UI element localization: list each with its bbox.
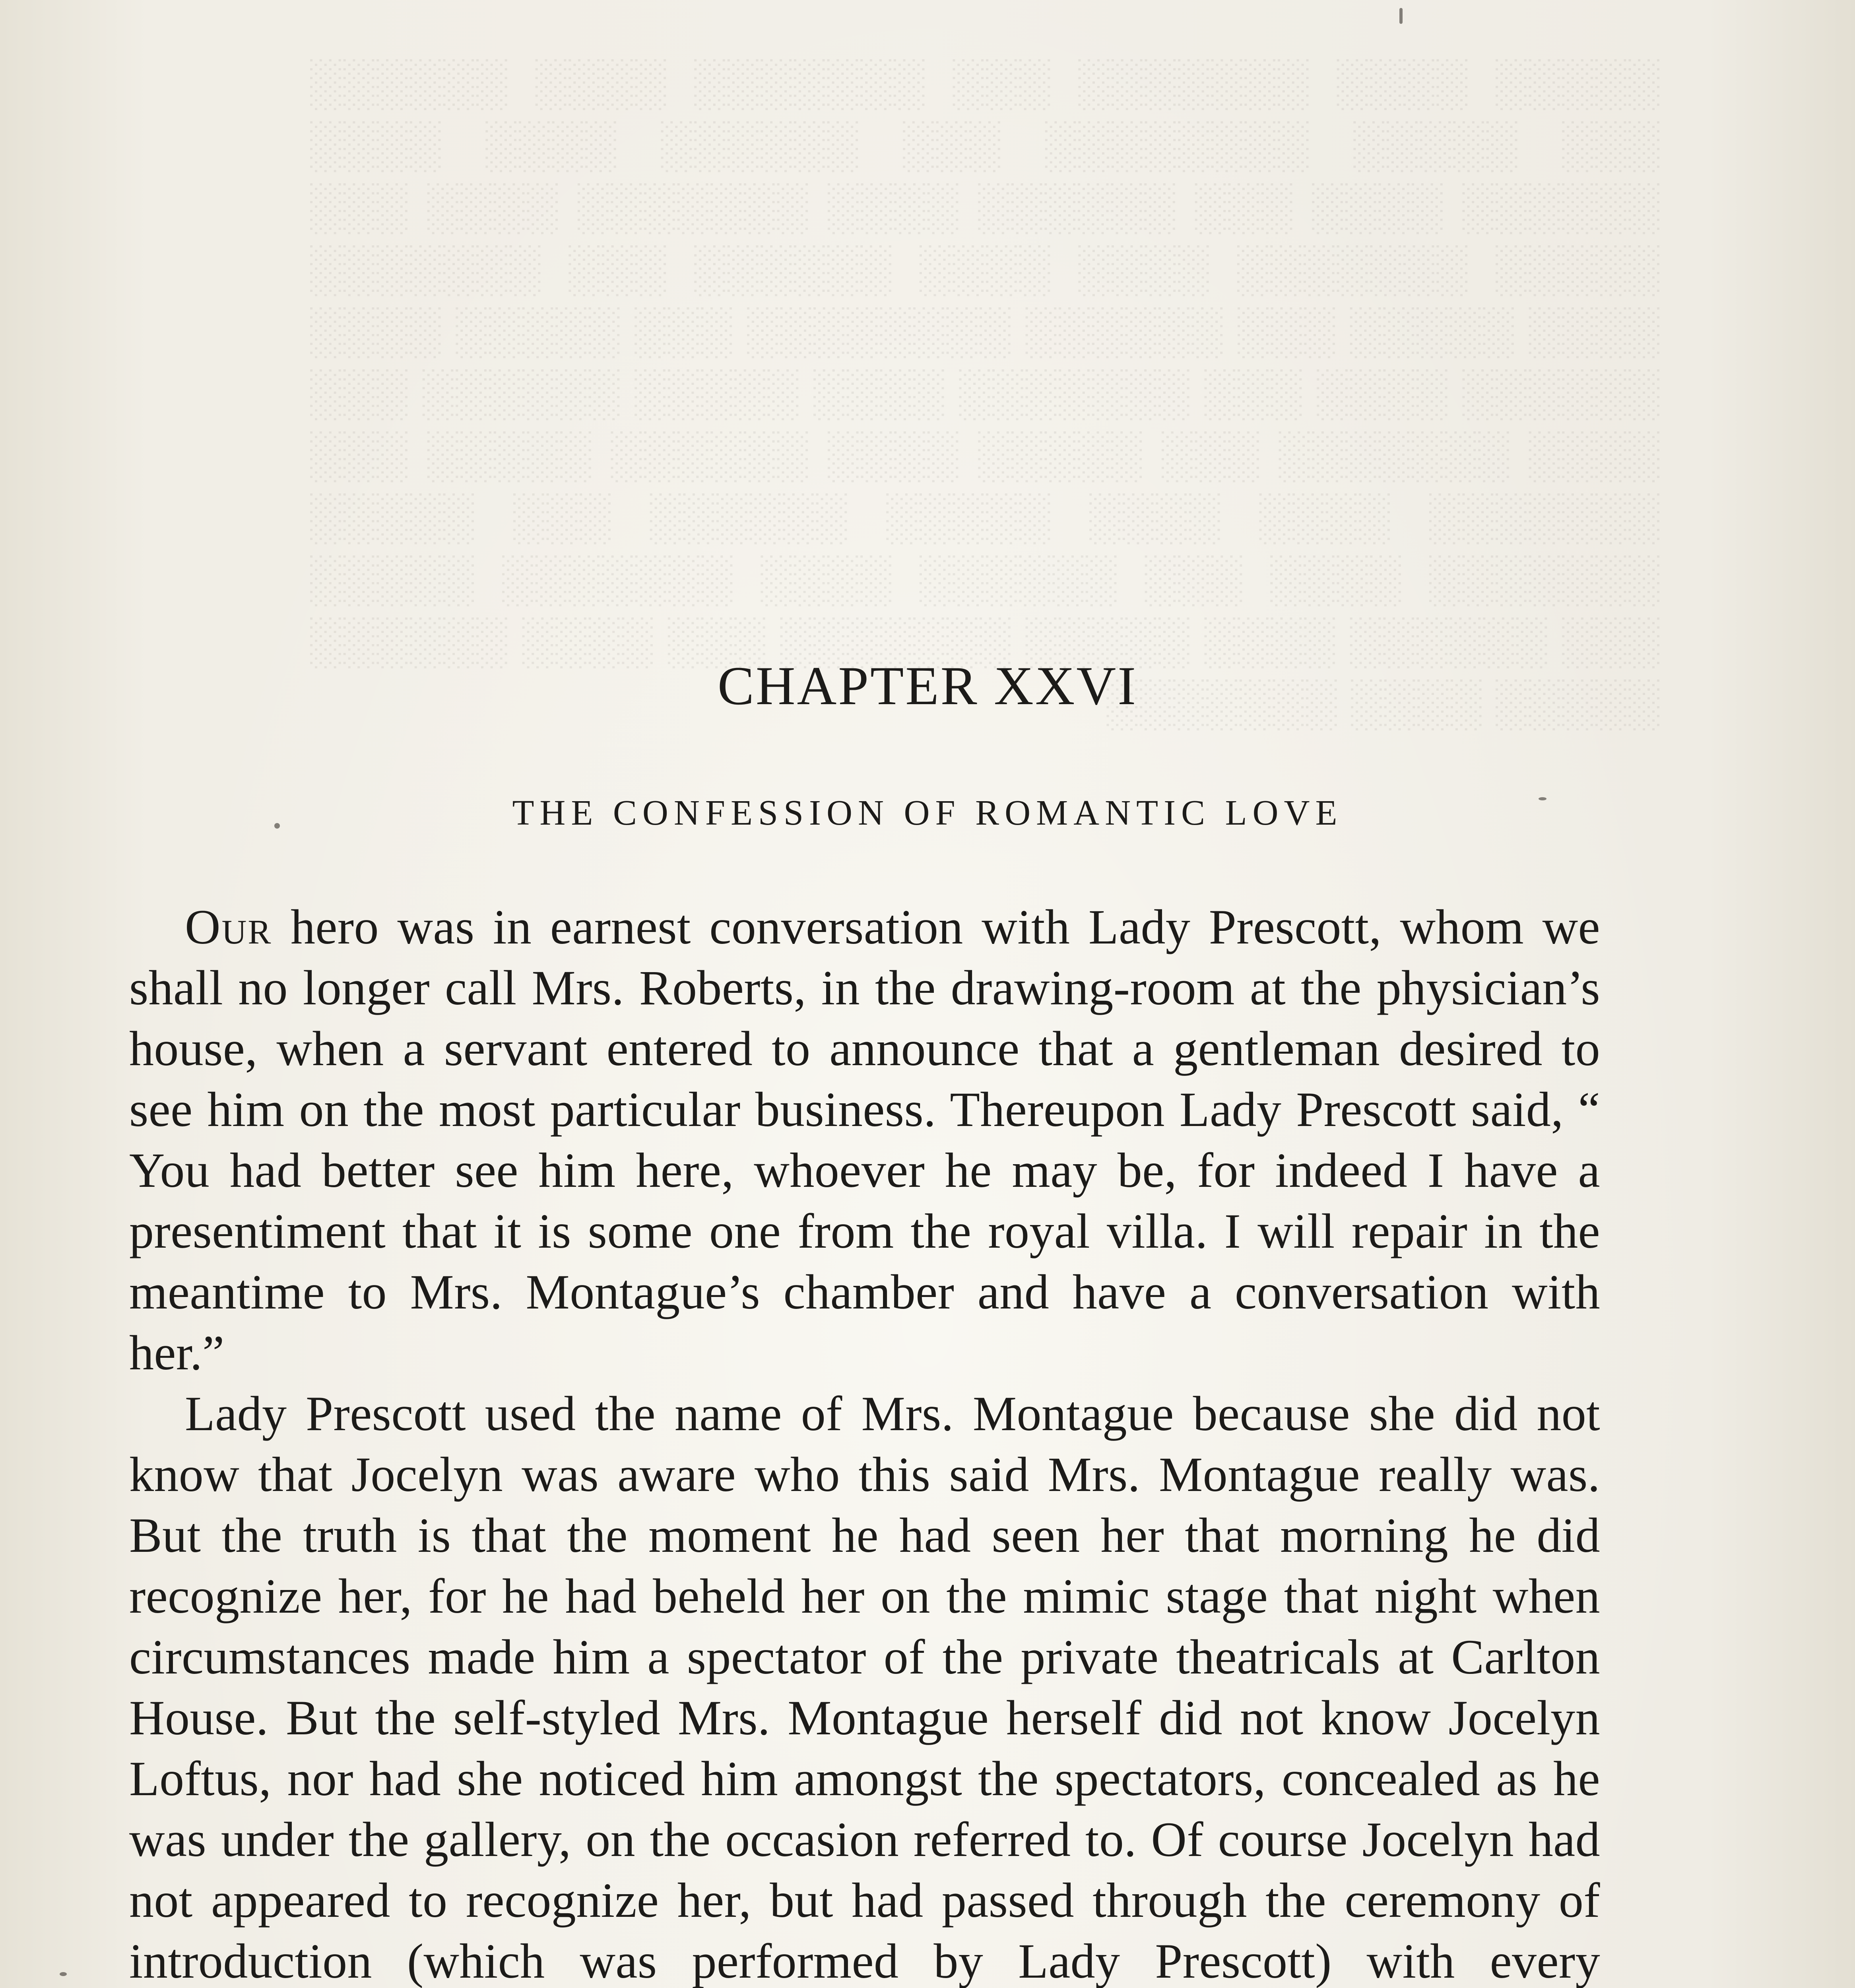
bleed-through-shadow: ░░░░░ ░░░░ ░░░░░░░ ░░░ ░░░░░░░ ░░░░ ░░░░░░ ░░░ ░░░░░ ░░░░░░░░ ░░░ ░░░░░░ ░░░░ ░░░░ ░░░░░░ ░░░░ ░░░ ░░░░░░ ░░░░ ░░░░░░░ ░░░░ ░░░ ░░░░░ ░░░░░░░ ░░░░ ░░░░ ░░░░░░ ░░░ ░░░░░░░ ░░░░ ░░░░░ ░░░ ░░░░░░ ░░░░░░░░ ░░░ ░░░░░ ░░░░ ░░░░░░ ░░░░ ░░░ ░░░░░░░ ░░░░ ░░░░░ ░░░░░░ ░░░ ░░░░ ░░░░░░░ ░░░ ░░░░░ ░░░░ ░░░░░░ ░░░░░ ░░░ ░░░░░░░ ░░░░ ░░░░ ░░░░░ ░░░░░░ ░░░ ░░░░░ ░░░░░░░ ░░░░ ░░░ ░░░░░░ ░░░░ ░░░░░░░ ░░░░░ ░░░ ░░░░░░ ░░░░ ░░░░░ ░░░░░░░ ░░░ ░░░░ ░░░░░░ ░░░░░ ░░░░ ░░░░░░░ (310, 56, 1662, 729)
paragraph: Lady Prescott used the name of Mrs. Montague because she did not know that Jocelyn was aware who this said Mrs. Montague really was. But the truth is that the moment he had seen her that morning he did recognize her, for he had beheld her on the mimic stage that night when circumstances made him a spectator of the private theatricals at Carlton House. But the self-styled Mrs. Montague herself did not know Jocelyn Loftus, nor had she noticed him amongst the spectators, concealed as he was under the gallery, on the occasion referred to. Of course Jocelyn had not appeared to recognize her, but had passed through the ceremony of introduction (which was performed by Lady Prescott) with every (129, 1386, 1600, 1988)
paper-speck (1539, 797, 1546, 800)
chapter-heading: CHAPTER XXVI (717, 655, 1138, 716)
paragraph-text: hero was in earnest conversation with Lady Prescott, whom we shall no longer call Mrs. Roberts, in the drawing-room at the physician’s house, when a servant entered to announce that a gentleman desired to see him on the most particular business. Thereupon Lady Prescott said, “ You had better see him here, whoever he may be, for indeed I have a presentiment that it is some one from the royal villa. I will repair in the meantime to Mrs. Montague’s chamber and have a conversation with her.” (129, 900, 1600, 1380)
paragraph-lead-word: Our (185, 900, 272, 954)
paragraph (129, 897, 1600, 1383)
chapter-subtitle: THE CONFESSION OF ROMANTIC LOVE (512, 793, 1343, 833)
body-text (129, 897, 1600, 1988)
paper-speck (1399, 8, 1403, 24)
paper-speck (60, 1972, 67, 1976)
paper-speck (274, 823, 280, 829)
